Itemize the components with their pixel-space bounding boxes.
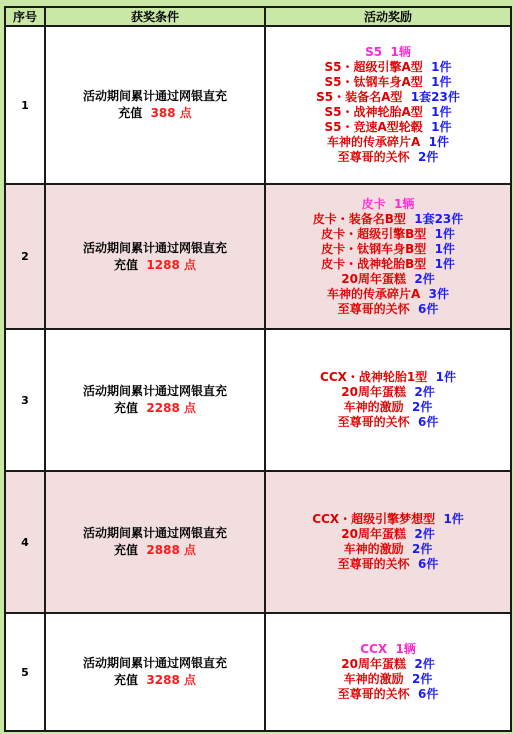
table-row [5, 471, 511, 613]
reward-quantity: 1件 [431, 60, 452, 74]
reward-item [266, 687, 510, 702]
condition-cell [45, 329, 265, 471]
reward-item [266, 287, 510, 302]
reward-name: 至尊哥的关怀 [337, 301, 410, 316]
reward-quantity: 2件 [414, 657, 435, 671]
reward-item [266, 105, 510, 120]
reward-quantity: 2件 [414, 385, 435, 399]
reward-name: 至尊哥的关怀 [337, 150, 410, 164]
condition-prefix: 充值 [114, 401, 139, 415]
row-index: 3 [5, 329, 45, 471]
reward-item [266, 120, 510, 135]
table-body [5, 26, 511, 731]
table-row [5, 329, 511, 471]
reward-item [266, 197, 510, 212]
condition-prefix: 充值 [114, 543, 139, 557]
reward-quantity: 6件 [418, 687, 439, 701]
reward-item [266, 257, 510, 272]
condition-amount-line [46, 542, 264, 559]
reward-item [266, 227, 510, 242]
condition-amount-line [46, 257, 264, 274]
reward-item [266, 557, 510, 572]
reward-quantity: 6件 [418, 301, 439, 316]
reward-item [266, 385, 510, 400]
reward-item [266, 302, 510, 317]
reward-name: 车神的传承碎片A [326, 286, 421, 301]
reward-quantity: 1件 [431, 75, 452, 89]
reward-item [266, 542, 510, 557]
condition-amount-line [46, 105, 264, 122]
reward-quantity: 2件 [412, 672, 433, 686]
reward-name: 20周年蛋糕 [341, 385, 406, 399]
reward-name: S5・竞速A型轮毂 [324, 120, 423, 134]
reward-quantity: 1辆 [390, 45, 411, 59]
reward-quantity: 1件 [431, 120, 452, 134]
header-reward: 活动奖励 [265, 7, 511, 26]
reward-name: 20周年蛋糕 [341, 657, 406, 671]
recharge-amount: 388 点 [150, 106, 192, 120]
reward-quantity: 2件 [414, 527, 435, 541]
header-index: 序号 [5, 7, 45, 26]
reward-quantity: 1辆 [394, 196, 415, 211]
reward-name: S5 [365, 45, 383, 59]
reward-quantity: 2件 [412, 400, 433, 414]
row-index: 4 [5, 471, 45, 613]
reward-table [4, 6, 512, 732]
reward-name: CCX・战神轮胎1型 [320, 370, 428, 384]
condition-text: 活动期间累计通过网银直充 [82, 89, 227, 103]
reward-quantity: 3件 [428, 286, 449, 301]
reward-quantity: 1件 [428, 135, 449, 149]
reward-quantity: 1套23件 [414, 211, 464, 226]
header-condition: 获奖条件 [45, 7, 265, 26]
reward-item [266, 45, 510, 60]
condition-text: 活动期间累计通过网银直充 [82, 240, 227, 255]
condition-cell [45, 471, 265, 613]
reward-item [266, 242, 510, 257]
recharge-amount: 3288 点 [146, 673, 196, 687]
row-index: 1 [5, 26, 45, 184]
table-row [5, 613, 511, 731]
reward-quantity: 2件 [412, 542, 433, 556]
reward-item [266, 272, 510, 287]
reward-name: 至尊哥的关怀 [337, 557, 410, 571]
reward-quantity: 2件 [418, 150, 439, 164]
table-row [5, 184, 511, 329]
condition-text: 活动期间累计通过网银直充 [82, 384, 227, 398]
reward-item [266, 212, 510, 227]
recharge-amount: 2888 点 [146, 543, 196, 557]
reward-item [266, 642, 510, 657]
reward-item [266, 527, 510, 542]
reward-item [266, 400, 510, 415]
reward-name: 车神的激励 [343, 672, 404, 686]
reward-name: 至尊哥的关怀 [337, 415, 410, 429]
reward-item [266, 657, 510, 672]
reward-name: 20周年蛋糕 [341, 271, 406, 286]
condition-prefix: 充值 [114, 673, 139, 687]
reward-name: 至尊哥的关怀 [337, 687, 410, 701]
reward-name: S5・战神轮胎A型 [324, 105, 423, 119]
reward-quantity: 6件 [418, 557, 439, 571]
reward-name: 皮卡・装备名B型 [312, 211, 406, 226]
reward-quantity: 6件 [418, 415, 439, 429]
reward-name: S5・钛钢车身A型 [324, 75, 423, 89]
reward-name: 皮卡・钛钢车身B型 [321, 241, 427, 256]
reward-item [266, 672, 510, 687]
reward-name: S5・装备名A型 [316, 90, 403, 104]
reward-name: 20周年蛋糕 [341, 527, 406, 541]
table-row [5, 26, 511, 184]
reward-quantity: 1套23件 [410, 90, 460, 104]
reward-cell [265, 26, 511, 184]
reward-item [266, 60, 510, 75]
row-index: 5 [5, 613, 45, 731]
reward-item [266, 135, 510, 150]
reward-cell [265, 613, 511, 731]
reward-quantity: 1辆 [395, 642, 416, 656]
reward-item [266, 512, 510, 527]
reward-name: 皮卡 [361, 196, 386, 211]
reward-name: 皮卡・战神轮胎B型 [321, 256, 427, 271]
condition-prefix: 充值 [118, 106, 143, 120]
reward-quantity: 1件 [434, 226, 455, 241]
reward-quantity: 1件 [434, 256, 455, 271]
reward-name: 皮卡・超级引擎B型 [321, 226, 427, 241]
condition-cell [45, 184, 265, 329]
reward-item [266, 75, 510, 90]
reward-item [266, 370, 510, 385]
reward-quantity: 1件 [434, 241, 455, 256]
reward-quantity: 1件 [435, 370, 456, 384]
condition-cell [45, 613, 265, 731]
reward-quantity: 1件 [431, 105, 452, 119]
reward-item [266, 150, 510, 165]
reward-item [266, 415, 510, 430]
table-header-row [5, 7, 511, 26]
reward-item [266, 90, 510, 105]
condition-amount-line [46, 400, 264, 417]
reward-cell [265, 471, 511, 613]
reward-name: CCX・超级引擎梦想型 [312, 512, 436, 526]
row-index: 2 [5, 184, 45, 329]
recharge-amount: 1288 点 [146, 257, 196, 272]
reward-quantity: 2件 [414, 271, 435, 286]
condition-prefix: 充值 [114, 257, 139, 272]
reward-cell [265, 329, 511, 471]
reward-name: S5・超级引擎A型 [324, 60, 423, 74]
recharge-amount: 2288 点 [146, 401, 196, 415]
condition-text: 活动期间累计通过网银直充 [82, 656, 227, 670]
condition-cell [45, 26, 265, 184]
condition-text: 活动期间累计通过网银直充 [82, 526, 227, 540]
reward-name: 车神的激励 [343, 400, 404, 414]
condition-amount-line [46, 672, 264, 689]
reward-cell [265, 184, 511, 329]
reward-quantity: 1件 [443, 512, 464, 526]
reward-name: 车神的传承碎片A [326, 135, 421, 149]
reward-name: 车神的激励 [343, 542, 404, 556]
reward-name: CCX [360, 642, 388, 656]
